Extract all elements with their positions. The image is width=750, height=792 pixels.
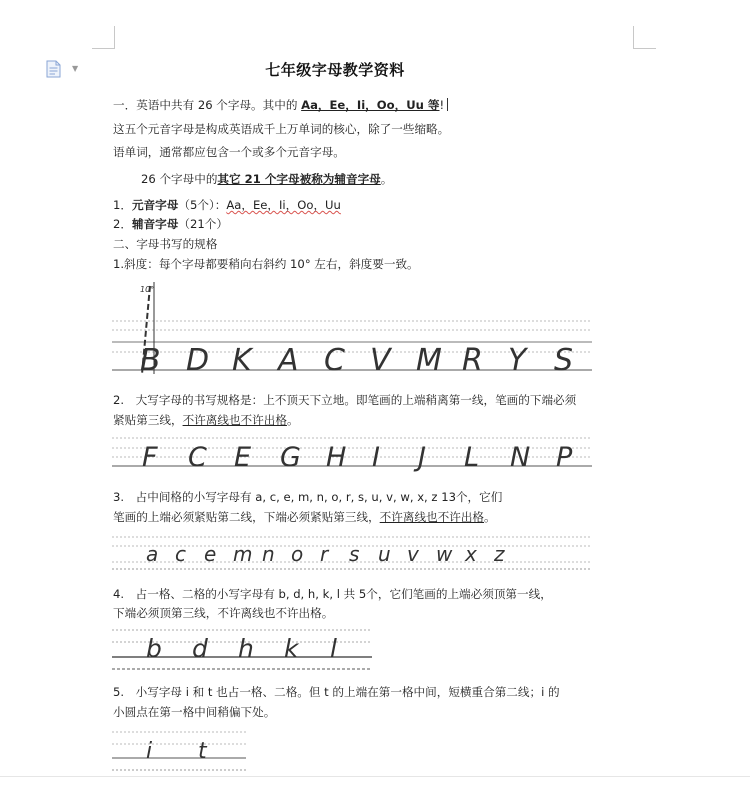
rule-1: 1.斜度：每个字母都要稍向右斜约 10° 左右，斜度要一致。	[113, 257, 419, 271]
handwritten-letter: x	[465, 542, 477, 566]
handwritten-letter: u	[378, 542, 391, 566]
rule-3-line-2: 笔画的上端必须紧贴第二线，下端必须紧贴第三线，不许离线也不许出格。	[113, 510, 496, 524]
handwritten-letter: N	[510, 442, 531, 472]
handwritten-letter: G	[280, 442, 301, 472]
rule-4-line-2: 下端必须顶第三线，不许离线也不许出格。	[113, 606, 334, 620]
handwritten-letter: m	[233, 542, 253, 566]
handwritten-letter: d	[192, 634, 208, 663]
text-cursor	[447, 98, 448, 111]
handwritten-letter: w	[436, 542, 453, 566]
page-bottom-edge	[0, 776, 750, 777]
handwritten-letter: Y	[508, 343, 527, 376]
intro-line-3: 语单词，通常都应包含一个或多个元音字母。	[113, 145, 345, 159]
list-item: 1．元音字母（5个）：Aa，Ee，Ii，Oo，Uu	[113, 198, 341, 212]
rule-2-line-2: 紧贴第三线，不许离线也不许出格。	[113, 413, 299, 427]
handwritten-letter: b	[146, 634, 162, 663]
rule-4-line-1: 4. 占一格、二格的小写字母有 b, d, h, k, l 共 5个，它们笔画的上端必须顶第一线，	[113, 587, 552, 601]
handwritten-letter: C	[324, 343, 345, 376]
handwritten-letter: L	[464, 442, 480, 472]
handwriting-sample-uppercase-2	[112, 432, 594, 472]
handwriting-sample-uppercase-1	[112, 278, 594, 376]
handwritten-letter: J	[418, 442, 426, 472]
section-heading: 二、字母书写的规格	[113, 237, 218, 251]
handwritten-letter: V	[370, 343, 391, 376]
handwritten-letter: z	[494, 542, 505, 566]
handwritten-letter: n	[262, 542, 275, 566]
handwritten-letter: R	[462, 343, 483, 376]
handwritten-letter: o	[291, 542, 304, 566]
handwritten-letter: M	[416, 343, 442, 376]
handwriting-sample-lowercase-middle	[112, 532, 594, 572]
handwritten-letter: e	[204, 542, 217, 566]
handwritten-letter: s	[349, 542, 360, 566]
list-item: 2．辅音字母（21个）	[113, 217, 228, 231]
rule-5-line-1: 5. 小写字母 i 和 t 也占一格、二格。但 t 的上端在第一格中间，短横重合第二线；i 的	[113, 685, 560, 699]
rule-5-line-2: 小圆点在第一格中间稍偏下处。	[113, 705, 276, 719]
rule-2-line-1: 2. 大写字母的书写规格是：上不顶天下立地。即笔画的上端稍离第一线，笔画的下端必须	[113, 393, 577, 407]
chevron-down-icon[interactable]: ▼	[72, 64, 79, 73]
margin-corner-top-right	[633, 26, 656, 49]
handwritten-letter: E	[234, 442, 252, 472]
handwritten-letter: B	[140, 343, 161, 376]
handwritten-letter: h	[238, 634, 254, 663]
intro-line-2: 这五个元音字母是构成英语成千上万单词的核心，除了一些缩略。	[113, 122, 450, 136]
slant-angle-label: 10°	[140, 285, 155, 294]
handwritten-letter: F	[142, 442, 158, 472]
intro-line-1: 一．英语中共有 26 个字母。其中的 Aa，Ee，Ii，Oo，Uu 等!	[113, 97, 448, 113]
handwritten-letter: t	[198, 739, 207, 764]
handwritten-letter: I	[372, 442, 380, 472]
handwriting-sample-i-t	[112, 726, 248, 774]
handwritten-letter: i	[146, 739, 153, 764]
page-title: 七年级字母教学资料	[265, 61, 405, 79]
intro-line-4: 26 个字母中的其它 21 个字母被称为辅音字母。	[141, 172, 393, 186]
handwritten-letter: k	[284, 634, 299, 663]
handwritten-letter: S	[554, 343, 574, 376]
handwriting-sample-lowercase-tall	[112, 626, 374, 674]
handwritten-letter: A	[278, 343, 299, 376]
handwritten-letter: r	[320, 542, 329, 566]
vowel-list: Aa，Ee，Ii，Oo，Uu 等	[301, 98, 440, 112]
rule-3-line-1: 3. 占中间格的小写字母有 a, c, e, m, n, o, r, s, u, v, w, x, z 13个，它们	[113, 490, 503, 504]
handwritten-letter: K	[232, 343, 252, 376]
handwritten-letter: H	[326, 442, 347, 472]
handwritten-letter: C	[188, 442, 207, 472]
handwritten-letter: v	[407, 542, 419, 566]
margin-corner-top-left	[92, 26, 115, 49]
handwritten-letter: c	[175, 542, 186, 566]
handwritten-letter: l	[330, 634, 337, 663]
handwritten-letter: a	[146, 542, 159, 566]
handwritten-letter: P	[556, 442, 573, 472]
handwritten-letter: D	[186, 343, 210, 376]
